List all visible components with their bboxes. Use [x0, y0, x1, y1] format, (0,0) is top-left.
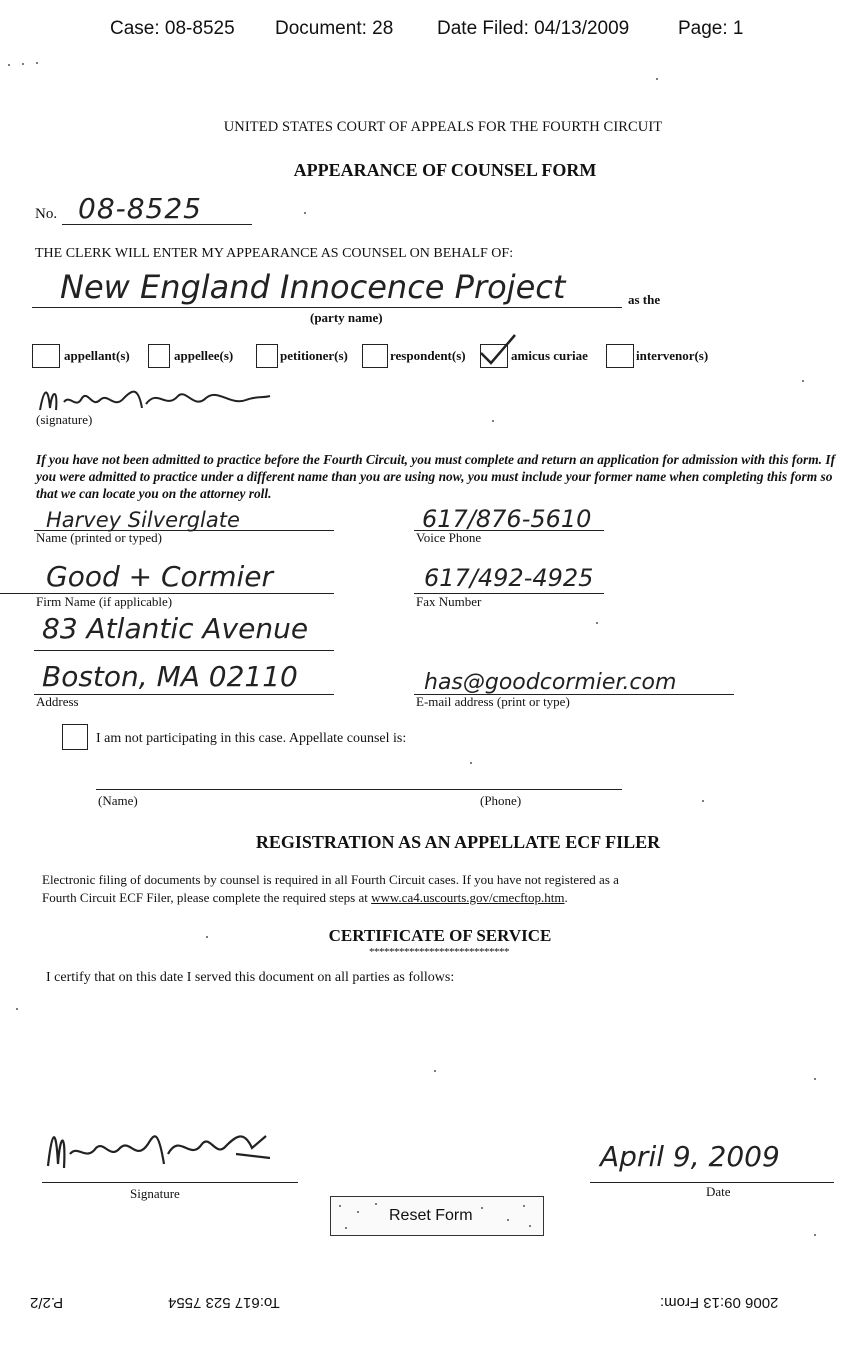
case-no-value: 08-8525 — [78, 192, 202, 225]
scan-speck — [481, 1207, 483, 1209]
scan-speck — [702, 800, 704, 802]
case-no-label: No. — [35, 206, 58, 222]
email-value: has@goodcormier.com — [424, 670, 677, 695]
not-participating-checkbox[interactable] — [62, 724, 88, 750]
date-filed: Date Filed: 04/13/2009 — [437, 18, 630, 39]
scan-speck — [434, 1070, 436, 1072]
address-caption: Address — [36, 694, 79, 709]
name-caption: Name (printed or typed) — [36, 530, 162, 545]
ecf-text-2-suffix: . — [564, 890, 568, 905]
form-title: APPEARANCE OF COUNSEL FORM — [293, 160, 597, 180]
scan-speck — [470, 762, 472, 764]
clerk-line: THE CLERK WILL ENTER MY APPEARANCE AS COUNSEL ON BEHALF OF: — [35, 246, 514, 261]
scan-speck — [529, 1225, 531, 1227]
signature-caption: (signature) — [36, 412, 93, 427]
case-header — [110, 18, 770, 44]
ecf-title: REGISTRATION AS AN APPELLATE ECF FILER — [255, 832, 661, 852]
party-name-suffix: as the — [628, 292, 661, 307]
fax-footer-center: To:617 523 7554 — [168, 1294, 280, 1311]
respondent-checkbox[interactable] — [362, 344, 388, 368]
appellate-counsel-underline — [96, 789, 622, 790]
appellant-checkbox[interactable] — [32, 344, 60, 368]
amicus-label: amicus curiae — [511, 348, 588, 363]
address-line1-value: 83 Atlantic Avenue — [42, 612, 309, 645]
voice-phone-caption: Voice Phone — [416, 530, 482, 545]
service-signature-underline — [42, 1182, 298, 1183]
scan-speck — [814, 1078, 816, 1080]
scan-speck — [802, 380, 804, 382]
date-caption: Date — [706, 1184, 731, 1199]
petitioner-label: petitioner(s) — [280, 348, 348, 363]
scan-speck — [36, 62, 38, 64]
firm-value: Good + Cormier — [46, 560, 273, 593]
scan-speck — [507, 1219, 509, 1221]
admission-note: If you have not been admitted to practice before the Fourth Circuit, you must complete and return an application for admission with this form. If you were admitted to practice under a different name than you are using now, you must include your former name when completing this form so that we can locate you on the attorney roll. — [36, 452, 836, 501]
ecf-text-2 — [42, 890, 568, 906]
fax-value: 617/492-4925 — [424, 564, 594, 592]
service-signature-image — [40, 1118, 280, 1178]
ecf-text-2-prefix: Fourth Circuit ECF Filer, please complete the required steps at — [42, 890, 372, 905]
court-name: UNITED STATES COURT OF APPEALS FOR THE FOURTH CIRCUIT — [223, 119, 663, 135]
reset-form-button[interactable] — [330, 1196, 544, 1236]
reset-form-label: Reset Form — [389, 1207, 473, 1224]
appellee-checkbox[interactable] — [148, 344, 170, 368]
case-no-underline — [62, 224, 252, 225]
address-line2-value: Boston, MA 02110 — [42, 660, 298, 693]
scan-speck — [339, 1205, 341, 1207]
scan-speck — [304, 212, 306, 214]
scan-speck — [492, 420, 494, 422]
petitioner-checkbox[interactable] — [256, 344, 278, 368]
certificate-statement: I certify that on this date I served this document on all parties as follows: — [46, 970, 455, 985]
page-number: Page: 1 — [678, 18, 744, 39]
party-name-value: New England Innocence Project — [60, 268, 566, 306]
date-value: April 9, 2009 — [600, 1140, 780, 1173]
scan-speck — [656, 78, 658, 80]
scan-speck — [814, 1234, 816, 1236]
certificate-stars: **************************** — [369, 946, 509, 958]
case-number: Case: 08-8525 — [110, 18, 235, 39]
not-participating-label: I am not participating in this case. Appellate counsel is: — [96, 731, 407, 746]
ecf-text-1: Electronic filing of documents by counsel is required in all Fourth Circuit cases. If you have not registered as a — [42, 872, 619, 887]
fax-footer-right: 2006 09:13 From: — [660, 1294, 779, 1311]
amicus-checkbox[interactable] — [480, 344, 508, 368]
name-value: Harvey Silverglate — [46, 508, 240, 532]
email-caption: E-mail address (print or type) — [416, 694, 570, 709]
voice-phone-value: 617/876-5610 — [422, 505, 592, 533]
scan-speck — [345, 1227, 347, 1229]
signature-label: Signature — [130, 1186, 180, 1201]
firm-caption: Firm Name (if applicable) — [36, 594, 173, 609]
appellant-label: appellant(s) — [64, 348, 130, 363]
date-underline — [590, 1182, 834, 1183]
intervenor-label: intervenor(s) — [636, 348, 709, 363]
scan-speck — [375, 1203, 377, 1205]
document-number: Document: 28 — [275, 18, 394, 39]
address-line1-underline — [34, 650, 334, 651]
scan-speck — [22, 63, 24, 65]
scan-speck — [206, 936, 208, 938]
scan-speck — [16, 1008, 18, 1010]
scan-speck — [523, 1205, 525, 1207]
address-line2-underline — [34, 694, 334, 695]
intervenor-checkbox[interactable] — [606, 344, 634, 368]
respondent-label: respondent(s) — [390, 348, 466, 363]
party-name-caption: (party name) — [310, 310, 383, 325]
appellate-name-caption: (Name) — [98, 793, 138, 808]
party-name-underline — [32, 307, 622, 308]
ecf-link[interactable]: www.ca4.uscourts.gov/cmecftop.htm — [371, 890, 565, 905]
scan-speck — [8, 64, 10, 66]
fax-footer-left: P.2/2 — [30, 1294, 64, 1311]
fax-caption: Fax Number — [416, 594, 482, 609]
certificate-title: CERTIFICATE OF SERVICE — [328, 926, 552, 945]
appellate-phone-caption: (Phone) — [480, 793, 522, 808]
scan-speck — [596, 622, 598, 624]
scan-speck — [357, 1211, 359, 1213]
appellee-label: appellee(s) — [174, 348, 234, 363]
